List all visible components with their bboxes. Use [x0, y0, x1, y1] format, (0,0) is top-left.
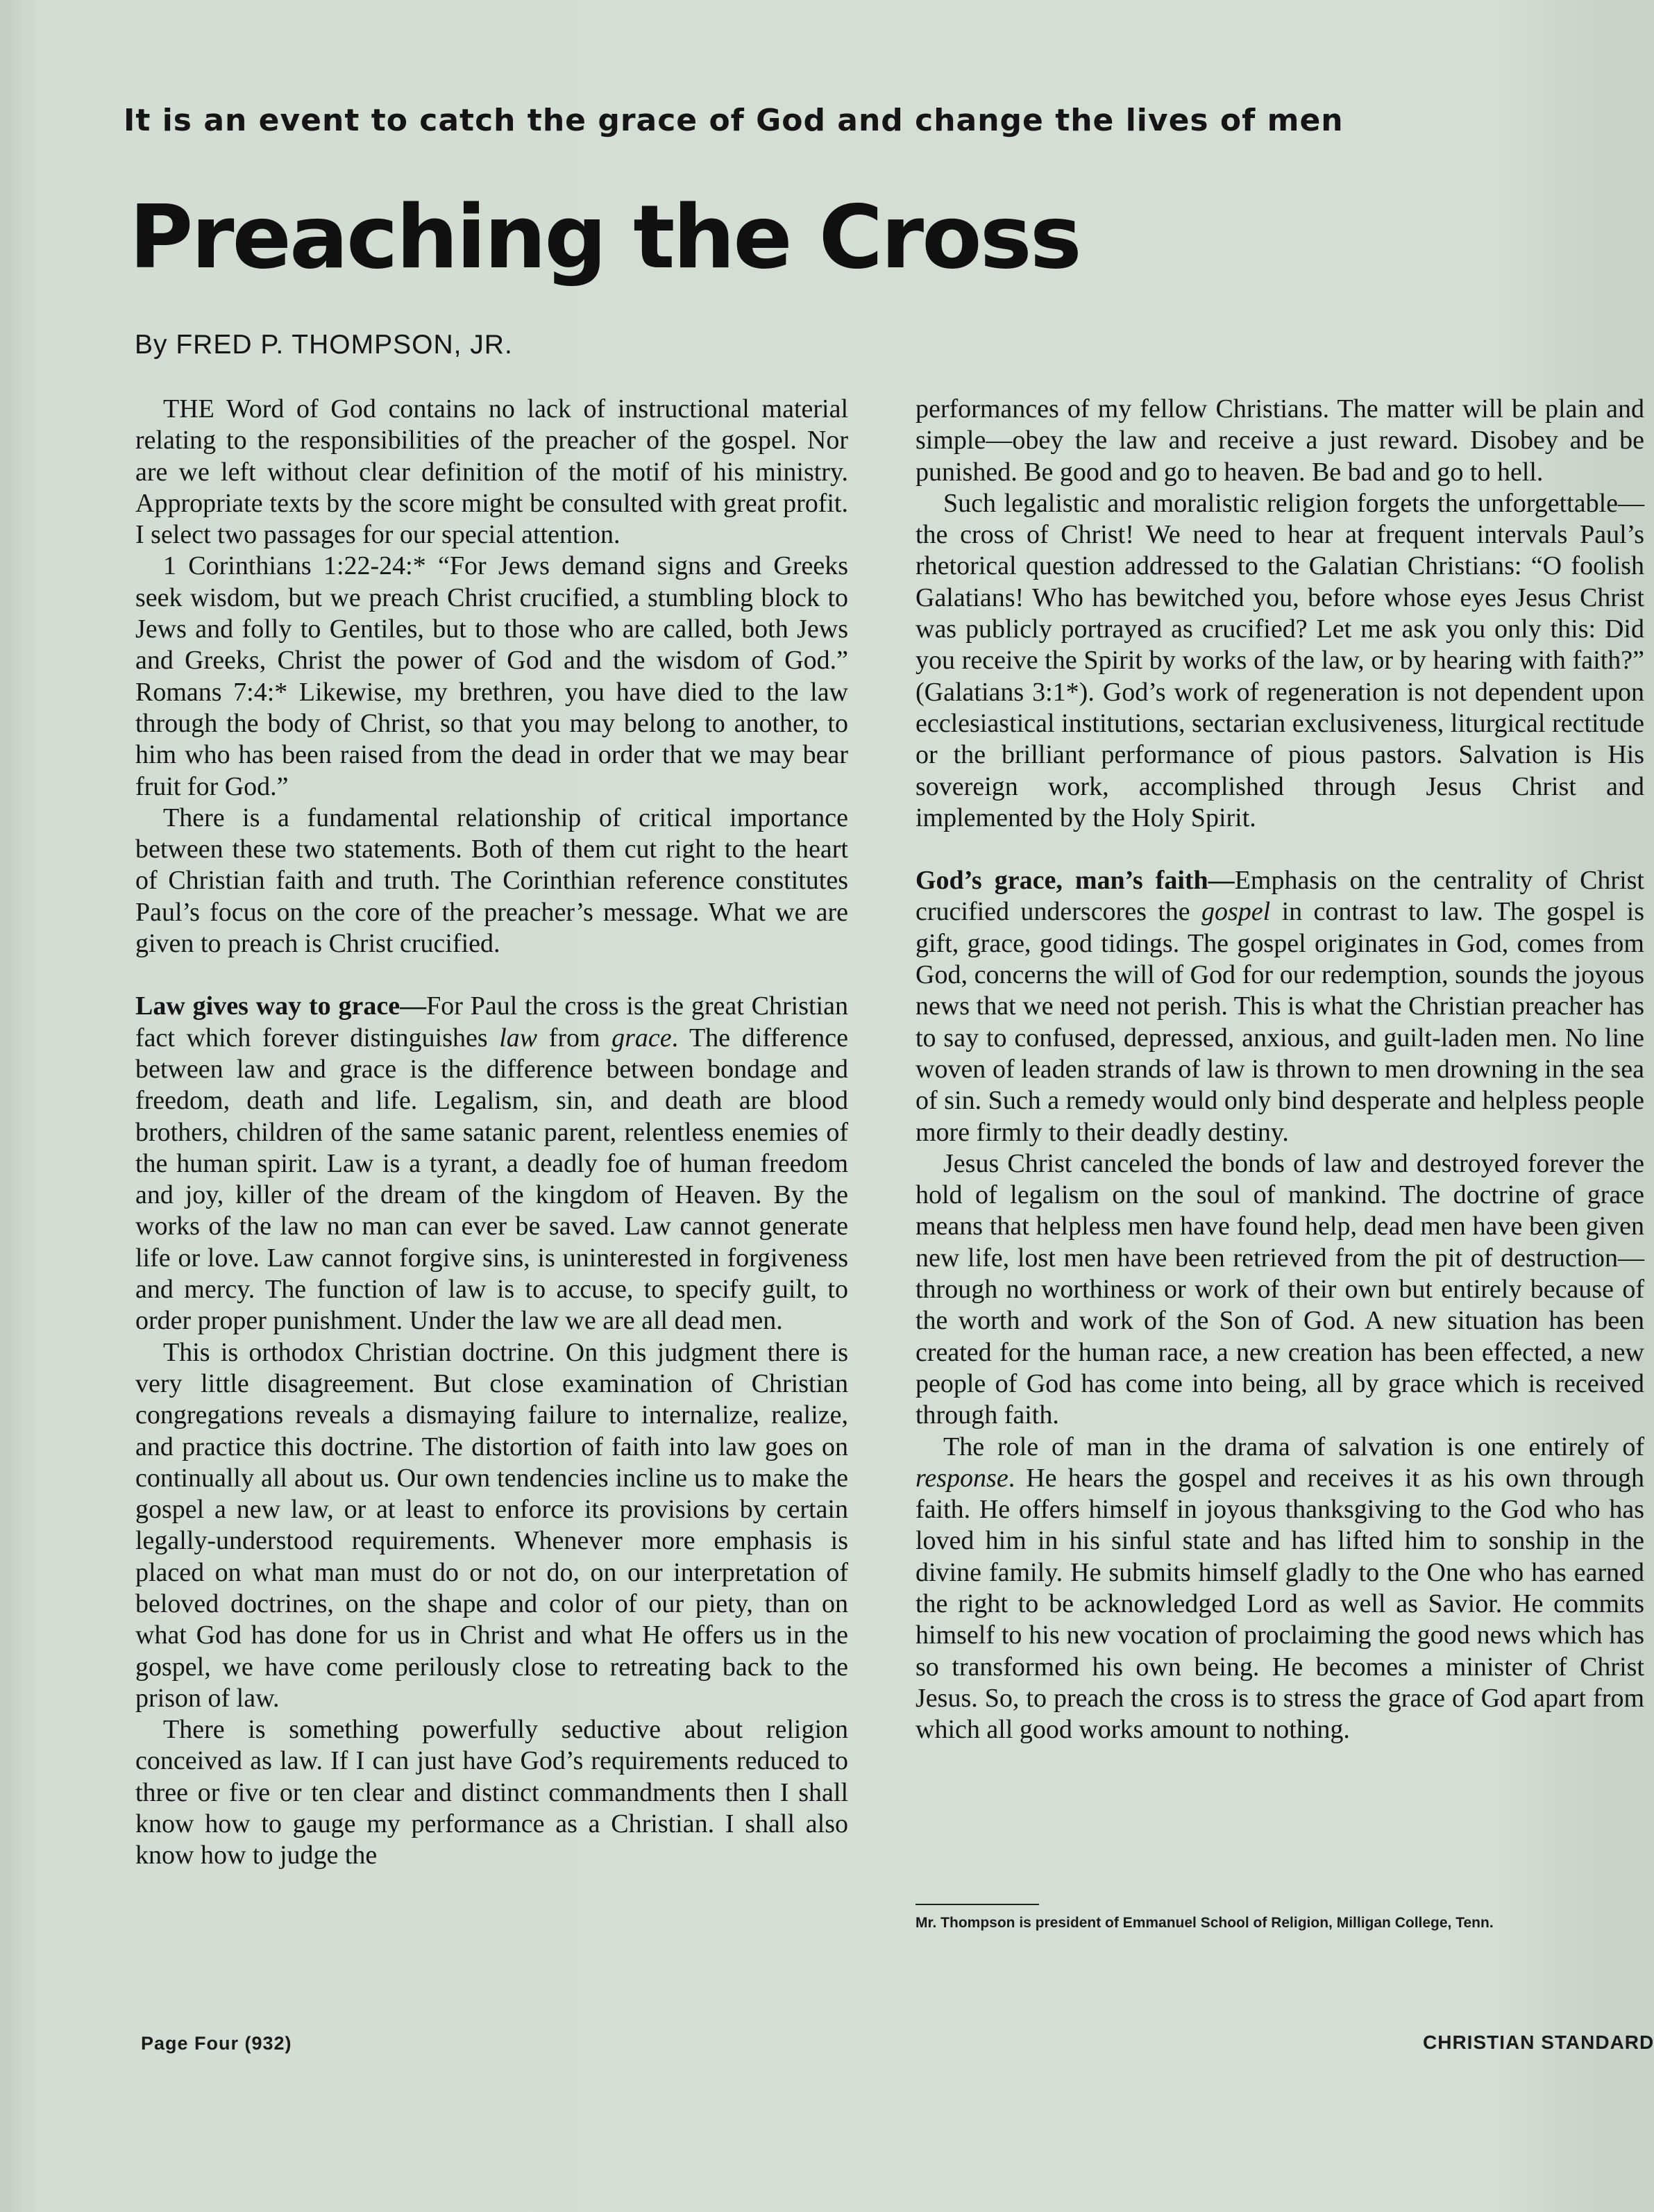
article-title: Preaching the Cross	[129, 186, 1080, 288]
paragraph	[135, 991, 848, 1337]
left-column	[135, 394, 848, 1872]
paragraph: Such legalistic and moralistic religion forgets the unforgettable—the cross of Christ! We need to hear at frequent intervals Paul’s rhetorical question addressed to the Galatian Christians: “O foolish Galatians! Who has bewitched you, before whose eyes Jesus Christ was publicly portrayed as crucified? Let me ask you only this: Did you receive the Spirit by works of the law, or by hearing with faith?” (Galatians 3:1*). God’s work of regeneration is not dependent upon ecclesiastical institutions, sectarian exclusiveness, liturgical rectitude or the brilliant performance of pious pastors. Salvation is His sovereign work, accomplished through Jesus Christ and implemented by the Holy Spirit.	[915, 488, 1644, 832]
paragraph-text: in contrast to law. The gospel is gift, grace, good tidings. The gospel originates in God, comes from God, concerns the will of God for our redemption, sounds the joyous news that we need not perish. This is what the Christian preacher has to say to confused, depressed, anxious, and guilt-laden men. No line woven of leaden strands of law is thrown to men drowning in the sea of sin. Such a remedy would only bind desperate and helpless people more firmly to their deadly destiny.	[915, 897, 1644, 1147]
article-kicker: It is an event to catch the grace of God and change the lives of men	[124, 103, 1344, 138]
paragraph	[915, 865, 1644, 1148]
paragraph-text: . He hears the gospel and receives it as his own through faith. He offers himself in joyous thanksgiving to the God who has loved him in his sinful state and has lifted him to sonship in the divine family. He submits himself gladly to the One who has earned the right to be acknowledged Lord as well as Savior. He commits himself to his new vocation of proclaiming the good news which has so transformed his own being. He becomes a minister of Christ Jesus. So, to preach the cross is to stress the grace of God apart from which all good works amount to nothing.	[915, 1463, 1644, 1745]
footnote-divider	[915, 1904, 1039, 1905]
magazine-name: CHRISTIAN STANDARD	[1423, 2031, 1654, 2053]
paragraph: performances of my fellow Christians. The matter will be plain and simple—obey the law and receive a just reward. Disobey and be punished. Be good and go to heaven. Be bad and go to hell.	[915, 394, 1644, 487]
paragraph: THE Word of God contains no lack of instructional material relating to the responsibilities of the preacher of the gospel. Nor are we left without clear definition of the motif of his ministry. Appropriate texts by the score might be consulted with great profit. I select two passages for our special attention.	[135, 394, 848, 550]
paragraph: There is a fundamental relationship of critical importance between these two statements. Both of them cut right to the heart of Christian faith and truth. The Corinthian reference constitutes Paul’s focus on the core of the preacher’s message. What we are given to preach is Christ crucified.	[135, 803, 848, 959]
right-column	[915, 394, 1644, 1745]
paragraph-text: Emphasis on the centrality of Christ crucified underscores the	[915, 866, 1644, 927]
italic-term: response	[915, 1463, 1009, 1493]
paragraph: There is something powerfully seductive about religion conceived as law. If I can just have God’s requirements reduced to three or five or ten clear and distinct commandments then I shall know how to gauge my performance as a Christian. I shall also know how to judge the	[135, 1715, 848, 1870]
paragraph-text: . The difference between law and grace is the difference between bondage and freedom, death and life. Legalism, sin, and death are blood brothers, children of the same satanic parent, relentless enemies of the human spirit. Law is a tyrant, a deadly foe of human freedom and joy, killer of the dream of the kingdom of Heaven. By the works of the law no man can ever be saved. Law cannot generate life or love. Law cannot forgive sins, is uninterested in forgiveness and mercy. The function of law is to accuse, to specify guilt, to order proper punishment. Under the law we are all dead men.	[135, 1023, 848, 1336]
paragraph-text: The role of man in the drama of salvation is one entirely of	[943, 1432, 1644, 1461]
author-footnote: Mr. Thompson is president of Emmanuel School of Religion, Milligan College, Tenn.	[915, 1915, 1494, 1931]
article-byline: By FRED P. THOMPSON, JR.	[135, 330, 513, 360]
paragraph	[915, 1432, 1644, 1746]
paragraph-text: from	[537, 1023, 612, 1053]
italic-term: grace	[611, 1023, 672, 1053]
italic-term: law	[499, 1023, 538, 1053]
paragraph: Jesus Christ canceled the bonds of law and destroyed forever the hold of legalism on the soul of mankind. The doctrine of grace means that helpless men have found help, dead men have been given new life, lost men have been retrieved from the pit of destruction—through no worthiness or work of their own but entirely because of the worth and work of the Son of God. A new situation has been created for the human race, a new creation has been effected, a new people of God has come into being, all by grace which is received through faith.	[915, 1148, 1644, 1430]
page-number: Page Four (932)	[141, 2033, 292, 2054]
paragraph: 1 Corinthians 1:22-24:* “For Jews demand signs and Greeks seek wisdom, but we preach Christ crucified, a stumbling block to Jews and folly to Gentiles, but to those who are called, both Jews and Greeks, Christ the power of God and the wisdom of God.” Romans 7:4:* Likewise, my brethren, you have died to the law through the body of Christ, so that you may belong to another, to him who has been raised from the dead in order that we may bear fruit for God.”	[135, 551, 848, 801]
section-heading-law-gives-way-to-grace: Law gives way to grace—	[135, 991, 427, 1021]
section-heading-gods-grace-mans-faith: God’s grace, man’s faith—	[915, 866, 1235, 896]
paragraph: This is orthodox Christian doctrine. On this judgment there is very little disagreement. But close examination of Christian congregations reveals a dismaying failure to internalize, realize, and practice this doctrine. The distortion of faith into law goes on continually all about us. Our own tendencies incline us to make the gospel a new law, or at least to enforce its provisions by certain legally-understood requirements. Whenever more emphasis is placed on what man must do or not do, on our interpretation of beloved doctrines, on the shape and color of our piety, than on what God has done for us in Christ and what He offers us in the gospel, we have come perilously close to retreating back to the prison of law.	[135, 1337, 848, 1713]
paragraph-text: For Paul the cross is the great Christian fact which forever distinguishes	[135, 991, 848, 1053]
italic-term: gospel	[1201, 897, 1271, 927]
